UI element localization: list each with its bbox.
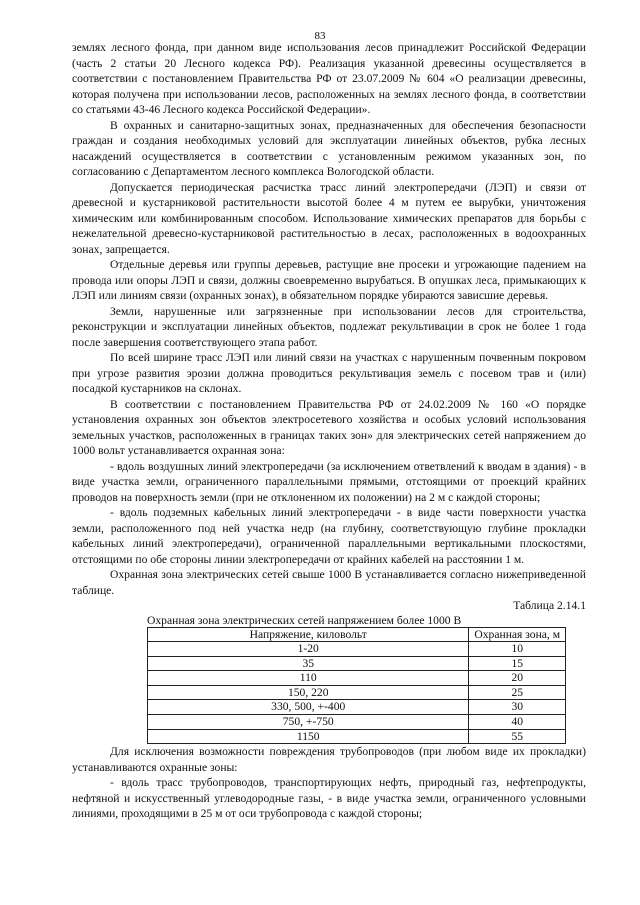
paragraph: В охранных и санитарно-защитных зонах, предназначенных для обеспечения безопасности граждан и создания необходимых условий для эксплуатации линейных объектов, рубка лесных насаждений осуществляется в соответствии с установленным режимом указанных зон, по согласованию с Департаментом лесного комплекса Вологодской области. [72,118,586,178]
table-cell: 1-20 [148,642,469,657]
paragraph: Для исключения возможности повреждения трубопроводов (при любом виде их прокладки) устанавливаются охранные зоны: [72,745,586,774]
document-body [72,40,586,822]
table-row [148,642,566,657]
table-cell: 1150 [148,729,469,744]
paragraph: Земли, нарушенные или загрязненные при использовании лесов для строительства, реконструкции и эксплуатации линейных объектов, подлежат рекультивации в срок не более 1 года после завершения соответствующего этапа работ. [72,304,586,349]
table-row [148,671,566,686]
paragraph: - вдоль трасс трубопроводов, транспортирующих нефть, природный газ, нефтепродукты, нефтяной и искусственный углеводородные газы, - в виде участка земли, ограниченного условными линиями, проходящими в 25 м от оси трубопровода с каждой стороны; [72,776,586,821]
paragraph: - вдоль подземных кабельных линий электропередачи - в виде части поверхности участка земли, расположенного под ней участка недр (на глубину, соответствующую глубине прокладки кабельных линий электропередачи), ограниченной параллельными вертикальными плоскостями, отстоящими по обе стороны линии электропередачи от крайних кабелей на расстоянии 1 м. [72,506,586,566]
paragraph: - вдоль воздушных линий электропередачи (за исключением ответвлений к вводам в здания) - в виде участка земли, ограниченного параллельными прямыми, отстоящими от проекций крайних проводов на поверхность земли (при не отклоненном их положении) на 2 м с каждой стороны; [72,459,586,504]
table-cell: 110 [148,671,469,686]
table-row [148,656,566,671]
table-row [148,685,566,700]
table-caption: Охранная зона электрических сетей напряжением более 1000 В [147,613,462,627]
protection-zone-table [147,627,566,745]
table-header-voltage: Напряжение, киловольт [148,627,469,642]
table-row [148,715,566,730]
table-cell: 25 [469,685,566,700]
table-cell: 55 [469,729,566,744]
paragraph: В соответствии с постановлением Правительства РФ от 24.02.2009 № 160 «О порядке установления охранных зон объектов электросетевого хозяйства и особых условий использования земельных участков, расположенных в границах таких зон» для электрических сетей напряжением до 1000 вольт устанавливается охранная зона: [72,397,586,457]
table-cell: 750, +-750 [148,715,469,730]
paragraph: Охранная зона электрических сетей свыше 1000 В устанавливается согласно нижеприведенной таблице. [72,568,586,597]
table-cell: 30 [469,700,566,715]
table-header-row [148,627,566,642]
table-header-zone: Охранная зона, м [469,627,566,642]
page-number: 83 [314,30,326,42]
paragraph: Допускается периодическая расчистка трасс линий электропередачи (ЛЭП) и связи от древесной и кустарниковой растительности высотой более 4 м путем ее вырубки, уничтожения химическим или комбинированным способом. Использование химических препаратов для борьбы с нежелательной древесно-кустарниковой растительностью в лесах, расположенных в водоохранных зонах, запрещается. [72,180,586,256]
table-label: Таблица 2.14.1 [513,599,586,612]
table-cell: 330, 500, +-400 [148,700,469,715]
table-cell: 15 [469,656,566,671]
paragraph: Отдельные деревья или группы деревьев, растущие вне просеки и угрожающие падением на провода или опоры ЛЭП и связи, должны своевременно вырубаться. В опушках леса, примыкающих к ЛЭП или линиям связи (охранных зонах), в обязательном порядке убираются зависшие деревья. [72,258,586,302]
paragraph: По всей ширине трасс ЛЭП или линий связи на участках с нарушенным почвенным покровом при угрозе развития эрозии должна проводиться рекультивация земель с посевом трав и (или) посадкой кустарников на склонах. [72,351,586,395]
table-cell: 35 [148,656,469,671]
table-cell: 40 [469,715,566,730]
table-cell: 150, 220 [148,685,469,700]
table-row [148,700,566,715]
paragraph: землях лесного фонда, при данном виде использования лесов принадлежит Российской Федерации (часть 2 статьи 20 Лесного кодекса РФ). Реализация указанной древесины осуществляется в соответствии с постановлением Правительства РФ от 23.07.2009 № 604 «О реализации древесины, которая получена при использовании лесов, расположенных на землях лесного фонда, в соответствии со статьями 43-46 Лесного кодекса Российской Федерации». [72,41,586,116]
table-cell: 10 [469,642,566,657]
table-row [148,729,566,744]
table-cell: 20 [469,671,566,686]
